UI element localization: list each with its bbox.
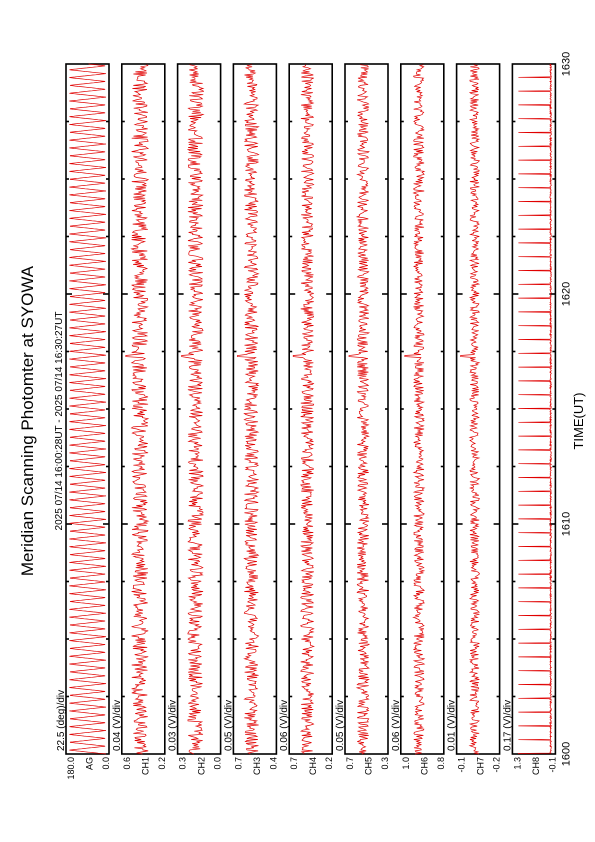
panel-frame — [345, 64, 388, 754]
panel-ch4 — [279, 64, 334, 775]
x-axis-label: TIME(UT) — [571, 392, 586, 450]
ylim-high-label: 1.0 — [400, 757, 411, 770]
scale-label: 0.05 (V)/div — [335, 699, 346, 751]
data-trace — [461, 65, 480, 754]
x-tick-label: 1610 — [560, 511, 573, 537]
data-trace — [182, 65, 204, 754]
scale-label: 0.06 (V)/div — [279, 699, 291, 751]
ylim-high-label: 0.7 — [233, 757, 244, 770]
data-trace — [293, 65, 314, 754]
panel-ch5 — [335, 64, 390, 775]
x-tick-label: 1630 — [560, 51, 573, 77]
scale-label: 22.5 (deg)/div — [56, 689, 67, 751]
ylim-low-label: 0.8 — [435, 757, 446, 770]
ylim-low-label: 0.3 — [380, 757, 390, 770]
scale-label: 0.17 (V)/div — [502, 699, 514, 751]
x-tick-label: 1600 — [560, 741, 573, 767]
ylim-high-label: 0.7 — [345, 757, 355, 770]
channel-label: CH3 — [252, 757, 263, 776]
data-trace — [237, 65, 258, 754]
channel-label: CH1 — [140, 757, 151, 776]
panel-ch6 — [391, 64, 446, 775]
panel-frame — [178, 64, 221, 754]
ylim-low-label: 0.0 — [212, 757, 223, 770]
panel-ch7 — [447, 64, 502, 775]
ylim-low-label: 0.2 — [156, 757, 167, 770]
channel-label: CH5 — [363, 757, 374, 776]
ylim-low-label: -0.2 — [491, 757, 502, 773]
ylim-high-label: 0.6 — [121, 757, 132, 770]
panel-frame — [457, 64, 500, 754]
ylim-low-label: -0.1 — [547, 757, 558, 773]
data-trace — [349, 65, 369, 754]
data-trace — [126, 65, 148, 754]
channel-label: AG — [84, 757, 95, 771]
panel-frame — [233, 64, 276, 754]
ylim-high-label: -0.1 — [456, 757, 467, 773]
panel-ch2 — [168, 64, 223, 775]
scale-label: 0.03 (V)/div — [167, 699, 179, 751]
panel-frame — [122, 64, 165, 754]
channel-label: CH7 — [475, 757, 486, 776]
scale-label: 0.05 (V)/div — [223, 699, 235, 751]
ylim-low-label: 0.2 — [324, 757, 335, 770]
channel-label: CH2 — [196, 757, 207, 776]
ylim-low-label: 0.4 — [268, 757, 279, 770]
time-range: 2025 07/14 16:00:28UT - 2025 07/14 16:30:27UT — [54, 311, 65, 531]
ylim-low-label: 0.0 — [101, 757, 111, 770]
ylim-high-label: 0.7 — [289, 757, 300, 770]
scale-label: 0.04 (V)/div — [111, 699, 123, 751]
panel-ch8 — [502, 64, 557, 775]
x-tick-label: 1620 — [560, 281, 573, 307]
data-trace — [518, 64, 551, 754]
panel-frame — [401, 64, 444, 754]
panel-ch3 — [223, 64, 278, 775]
ylim-high-label: 180.0 — [66, 757, 76, 780]
channel-label: CH8 — [531, 757, 542, 776]
ylim-high-label: 0.3 — [177, 757, 188, 770]
ylim-high-label: 1.3 — [512, 757, 523, 770]
channel-label: CH4 — [307, 757, 318, 776]
data-trace — [405, 65, 424, 754]
scale-label: 0.01 (V)/div — [446, 699, 458, 751]
scale-label: 0.06 (V)/div — [390, 699, 402, 751]
data-trace — [69, 64, 106, 754]
channel-label: CH6 — [419, 757, 430, 776]
chart-title: Meridian Scanning Photomter at SYOWA — [18, 265, 37, 577]
panel-ch1 — [112, 64, 167, 775]
